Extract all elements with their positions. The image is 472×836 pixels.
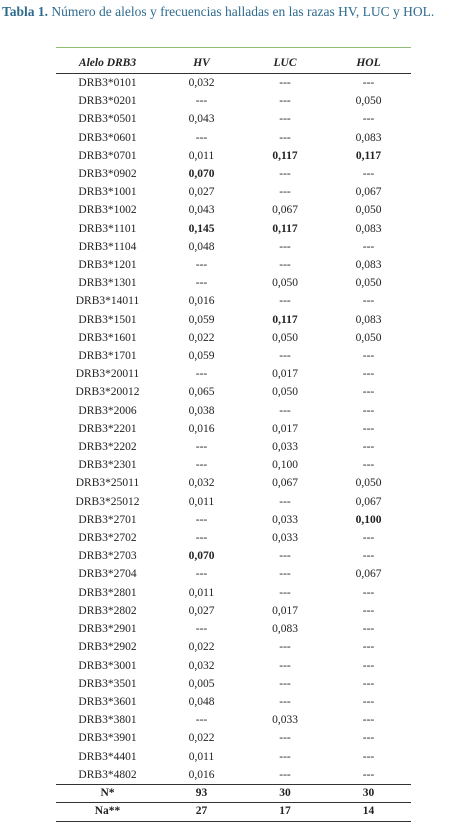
table-row xyxy=(56,74,411,93)
cell-hv: 0,027 xyxy=(188,604,215,617)
cell-hol: 0,083 xyxy=(355,313,382,326)
table-row xyxy=(56,675,411,693)
total-cell-luc: 30 xyxy=(279,786,291,799)
cell-hv: --- xyxy=(195,131,208,144)
cell-allele: DRB3*4401 xyxy=(78,750,137,763)
cell-hv: 0,043 xyxy=(188,113,215,126)
cell-hv: --- xyxy=(195,568,208,581)
cell-hol: --- xyxy=(362,623,375,636)
cell-allele: DRB3*1201 xyxy=(78,259,137,272)
table-row xyxy=(56,165,411,183)
table-row xyxy=(56,147,411,165)
cell-allele: DRB3*25012 xyxy=(75,495,140,508)
cell-luc: 0,083 xyxy=(272,623,298,636)
cell-hol: --- xyxy=(362,750,375,763)
cell-allele: DRB3*1101 xyxy=(78,222,137,235)
cell-allele: DRB3*2201 xyxy=(78,422,137,435)
table-row xyxy=(56,493,411,511)
table-row xyxy=(56,456,411,474)
cell-hol: 0,050 xyxy=(355,95,382,108)
table-row xyxy=(56,657,411,675)
cell-luc: 0,117 xyxy=(272,222,298,235)
cell-luc: --- xyxy=(279,750,291,763)
cell-allele: DRB3*2702 xyxy=(78,532,137,545)
table-row xyxy=(56,220,411,238)
cell-allele: DRB3*0501 xyxy=(78,113,137,126)
cell-hv: --- xyxy=(195,441,208,454)
cell-hv: 0,027 xyxy=(188,186,215,199)
cell-allele: DRB3*2202 xyxy=(78,441,137,454)
table-row xyxy=(56,420,411,438)
cell-hv: 0,048 xyxy=(188,240,215,253)
cell-hol: --- xyxy=(362,77,375,89)
cell-luc: 0,117 xyxy=(272,313,298,326)
table-row xyxy=(56,92,411,110)
cell-hol: --- xyxy=(362,768,375,781)
cell-hol: --- xyxy=(362,732,375,745)
cell-hv: 0,070 xyxy=(188,168,215,181)
cell-luc: 0,033 xyxy=(272,714,298,727)
table-row xyxy=(56,547,411,565)
cell-hol: 0,067 xyxy=(355,186,382,199)
cell-luc: --- xyxy=(279,131,291,144)
table-row xyxy=(56,129,411,147)
cell-allele: DRB3*20011 xyxy=(75,368,140,381)
cell-luc: --- xyxy=(279,113,291,126)
cell-luc: --- xyxy=(279,677,291,690)
cell-allele: DRB3*3601 xyxy=(78,695,137,708)
cell-hol: --- xyxy=(362,695,375,708)
cell-allele: DRB3*0601 xyxy=(78,131,137,144)
cell-hv: 0,011 xyxy=(188,750,215,763)
cell-hol: --- xyxy=(362,586,375,599)
table-row xyxy=(56,729,411,747)
cell-luc: --- xyxy=(279,695,291,708)
cell-hv: 0,022 xyxy=(188,732,215,745)
cell-luc: 0,033 xyxy=(272,513,298,526)
cell-hv: 0,070 xyxy=(188,550,215,563)
cell-luc: 0,033 xyxy=(272,532,298,545)
total-cell-hv: 27 xyxy=(195,805,208,818)
table-row xyxy=(56,602,411,620)
cell-hol: --- xyxy=(362,350,375,363)
cell-luc: 0,017 xyxy=(272,422,298,435)
cell-hol: --- xyxy=(362,604,375,617)
table-row xyxy=(56,365,411,383)
cell-luc: --- xyxy=(279,186,291,199)
cell-allele: DRB3*20012 xyxy=(75,386,140,399)
top-rule xyxy=(56,47,411,48)
cell-hv: 0,016 xyxy=(188,295,215,308)
cell-allele: DRB3*2802 xyxy=(78,604,137,617)
header-hol: HOL xyxy=(356,57,381,69)
cell-hol: --- xyxy=(362,659,375,672)
table-row xyxy=(56,110,411,128)
cell-allele: DRB3*2301 xyxy=(78,459,137,472)
header-hv: HV xyxy=(193,57,210,69)
table-row xyxy=(56,766,411,785)
cell-hv: 0,016 xyxy=(188,422,215,435)
table-row xyxy=(56,474,411,492)
cell-hv: --- xyxy=(195,277,208,290)
cell-luc: 0,033 xyxy=(272,441,298,454)
cell-allele: DRB3*1301 xyxy=(78,277,137,290)
cell-allele: DRB3*0201 xyxy=(78,95,137,108)
cell-hol: --- xyxy=(362,422,375,435)
cell-allele: DRB3*0701 xyxy=(78,149,137,162)
table-row xyxy=(56,383,411,401)
cell-allele: DRB3*3001 xyxy=(78,659,137,672)
cell-luc: 0,050 xyxy=(272,277,298,290)
table-row xyxy=(56,711,411,729)
cell-hv: 0,022 xyxy=(188,331,215,344)
cell-luc: --- xyxy=(279,550,291,563)
cell-allele: DRB3*1104 xyxy=(78,240,137,253)
cell-allele: DRB3*3501 xyxy=(78,677,137,690)
cell-allele: DRB3*1701 xyxy=(78,350,137,363)
table-row xyxy=(56,748,411,766)
cell-hv: --- xyxy=(195,259,208,272)
cell-hv: 0,065 xyxy=(188,386,215,399)
table-row xyxy=(56,201,411,219)
cell-luc: --- xyxy=(279,732,291,745)
cell-hol: 0,050 xyxy=(355,277,382,290)
cell-allele: DRB3*2902 xyxy=(78,641,137,654)
table-row xyxy=(56,511,411,529)
cell-hv: 0,048 xyxy=(188,695,215,708)
totals-row xyxy=(56,784,411,803)
cell-hv: 0,145 xyxy=(188,222,215,235)
cell-hv: --- xyxy=(195,459,208,472)
cell-allele: DRB3*4802 xyxy=(78,768,137,781)
cell-hol: --- xyxy=(362,459,375,472)
header-allele: Alelo DRB3 xyxy=(78,57,137,69)
cell-allele: DRB3*25011 xyxy=(75,477,140,490)
cell-hol: --- xyxy=(362,677,375,690)
cell-allele: DRB3*1501 xyxy=(78,313,137,326)
cell-luc: --- xyxy=(279,240,291,253)
cell-luc: 0,067 xyxy=(272,204,298,217)
cell-hol: --- xyxy=(362,368,375,381)
cell-allele: DRB3*2703 xyxy=(78,550,137,563)
cell-hol: 0,050 xyxy=(355,204,382,217)
table-footer xyxy=(56,784,411,821)
cell-allele: DRB3*2701 xyxy=(78,513,137,526)
cell-hol: --- xyxy=(362,113,375,126)
totals-row xyxy=(56,803,411,822)
cell-luc: --- xyxy=(279,295,291,308)
cell-hv: --- xyxy=(195,714,208,727)
cell-allele: DRB3*0101 xyxy=(78,77,137,89)
total-cell-hol: 30 xyxy=(362,786,375,799)
cell-hv: --- xyxy=(195,95,208,108)
total-cell-label: Na** xyxy=(94,805,121,818)
cell-hv: --- xyxy=(195,513,208,526)
cell-hv: 0,032 xyxy=(188,77,215,89)
cell-luc: --- xyxy=(279,168,291,181)
cell-luc: --- xyxy=(279,95,291,108)
table-body xyxy=(56,74,411,785)
cell-hol: 0,083 xyxy=(355,222,382,235)
cell-allele: DRB3*2801 xyxy=(78,586,137,599)
cell-luc: 0,067 xyxy=(272,477,298,490)
cell-allele: DRB3*2006 xyxy=(78,404,137,417)
cell-hol: 0,100 xyxy=(355,513,382,526)
table-row xyxy=(56,329,411,347)
cell-luc: --- xyxy=(279,350,291,363)
cell-allele: DRB3*2704 xyxy=(78,568,137,581)
cell-hol: --- xyxy=(362,295,375,308)
cell-luc: --- xyxy=(279,641,291,654)
cell-allele: DRB3*14011 xyxy=(75,295,140,308)
cell-hol: --- xyxy=(362,441,375,454)
cell-hv: 0,059 xyxy=(188,350,215,363)
table-row xyxy=(56,584,411,602)
cell-hol: 0,117 xyxy=(355,149,382,162)
cell-luc: 0,017 xyxy=(272,604,298,617)
cell-luc: --- xyxy=(279,259,291,272)
cell-hv: --- xyxy=(195,532,208,545)
cell-luc: --- xyxy=(279,768,291,781)
cell-hv: 0,043 xyxy=(188,204,215,217)
cell-hol: --- xyxy=(362,168,375,181)
cell-hv: --- xyxy=(195,368,208,381)
caption-text: Número de alelos y frecuencias halladas en las razas HV, LUC y HOL. xyxy=(48,4,435,19)
cell-luc: --- xyxy=(279,586,291,599)
cell-hol: --- xyxy=(362,550,375,563)
cell-hol: --- xyxy=(362,532,375,545)
cell-hol: --- xyxy=(362,404,375,417)
table-row xyxy=(56,347,411,365)
allele-frequency-table xyxy=(56,53,411,822)
cell-hv: 0,059 xyxy=(188,313,215,326)
cell-hol: 0,067 xyxy=(355,568,382,581)
total-cell-hv: 93 xyxy=(195,786,208,799)
cell-luc: 0,017 xyxy=(272,368,298,381)
cell-hv: 0,032 xyxy=(188,659,215,672)
total-cell-hol: 14 xyxy=(362,805,375,818)
header-luc: LUC xyxy=(273,57,297,69)
cell-luc: 0,050 xyxy=(272,331,298,344)
cell-hol: --- xyxy=(362,641,375,654)
cell-hv: 0,016 xyxy=(188,768,215,781)
cell-luc: --- xyxy=(279,659,291,672)
cell-luc: 0,050 xyxy=(272,386,298,399)
cell-hv: 0,005 xyxy=(188,677,215,690)
cell-hv: 0,032 xyxy=(188,477,215,490)
cell-allele: DRB3*2901 xyxy=(78,623,137,636)
table-row xyxy=(56,693,411,711)
cell-hol: --- xyxy=(362,714,375,727)
cell-hol: --- xyxy=(362,386,375,399)
table-row xyxy=(56,292,411,310)
total-cell-luc: 17 xyxy=(279,805,291,818)
cell-luc: --- xyxy=(279,495,291,508)
cell-allele: DRB3*1002 xyxy=(78,204,137,217)
cell-hv: 0,011 xyxy=(188,586,215,599)
cell-hv: 0,038 xyxy=(188,404,215,417)
cell-hol: 0,050 xyxy=(355,477,382,490)
cell-hol: 0,067 xyxy=(355,495,382,508)
header-row xyxy=(56,53,411,74)
table-row xyxy=(56,256,411,274)
cell-hol: 0,050 xyxy=(355,331,382,344)
cell-allele: DRB3*1001 xyxy=(78,186,137,199)
table-row xyxy=(56,402,411,420)
table-row xyxy=(56,311,411,329)
cell-luc: --- xyxy=(279,404,291,417)
table-row xyxy=(56,274,411,292)
cell-hol: --- xyxy=(362,240,375,253)
cell-allele: DRB3*1601 xyxy=(78,331,137,344)
cell-luc: --- xyxy=(279,77,291,89)
table-row xyxy=(56,620,411,638)
cell-luc: --- xyxy=(279,568,291,581)
caption-label: Tabla 1. xyxy=(2,4,49,19)
cell-allele: DRB3*0902 xyxy=(78,168,137,181)
total-cell-label: N* xyxy=(100,786,115,799)
table-row xyxy=(56,565,411,583)
cell-allele: DRB3*3801 xyxy=(78,714,137,727)
cell-luc: 0,100 xyxy=(272,459,298,472)
table-row xyxy=(56,183,411,201)
cell-luc: 0,117 xyxy=(272,149,298,162)
cell-hol: 0,083 xyxy=(355,131,382,144)
cell-hol: 0,083 xyxy=(355,259,382,272)
cell-hv: 0,011 xyxy=(188,149,215,162)
cell-allele: DRB3*3901 xyxy=(78,732,137,745)
cell-hv: 0,022 xyxy=(188,641,215,654)
table-row xyxy=(56,638,411,656)
table-row xyxy=(56,438,411,456)
table-caption xyxy=(2,3,472,21)
table-row xyxy=(56,529,411,547)
cell-hv: --- xyxy=(195,623,208,636)
table-row xyxy=(56,238,411,256)
cell-hv: 0,011 xyxy=(188,495,215,508)
